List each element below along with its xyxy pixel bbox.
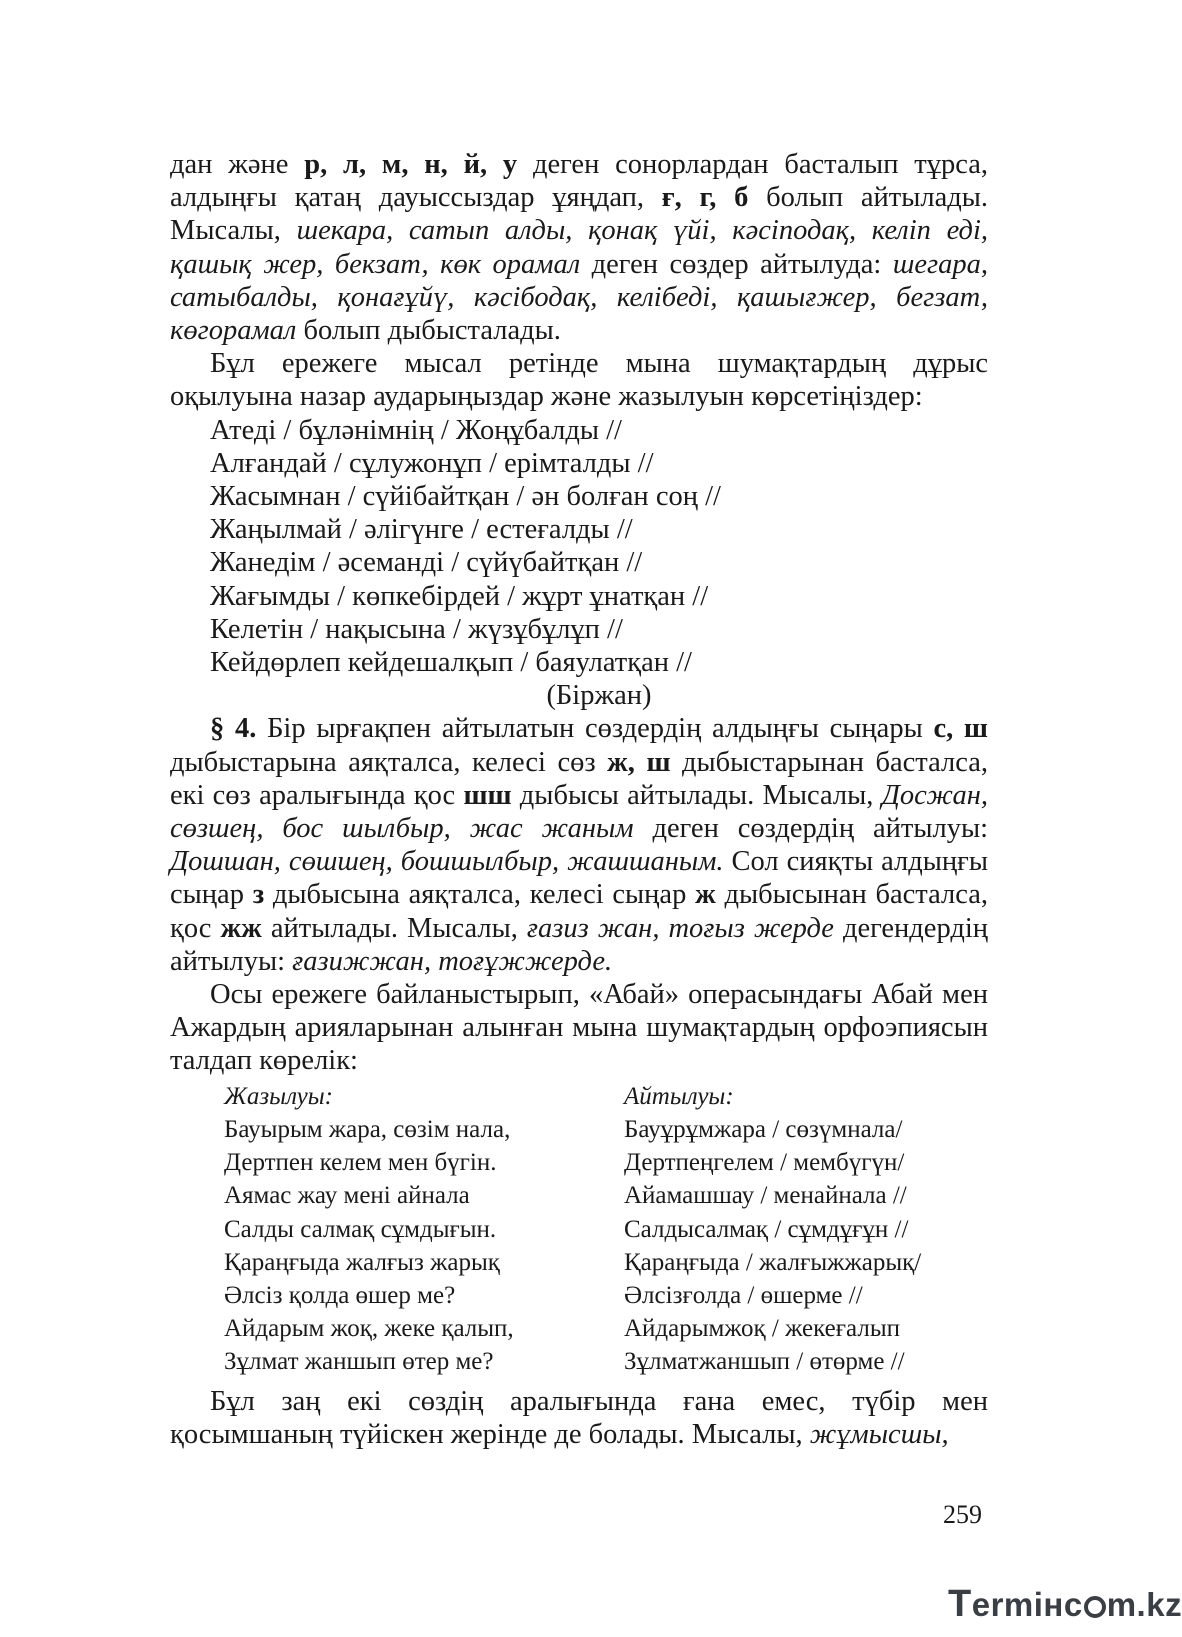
italic-run: шегара, сатыбалды, қонағұйү, кәсібодақ, келібеді, қашығжер, бегзат, көгорамал xyxy=(170,248,988,347)
table-cell-written: Салды салмақ сұмдығын. xyxy=(224,1215,497,1243)
text-run: дыбысынан басталса, қос xyxy=(170,879,989,944)
table-cell-spoken: Қараңғыда / жалғыжжарық/ xyxy=(624,1248,922,1276)
bold-run: з xyxy=(252,879,265,911)
bold-run: ж, ш xyxy=(607,746,671,778)
verse-attribution: (Біржан) xyxy=(546,680,652,712)
bold-run: с, ш xyxy=(933,713,988,745)
italic-run: ғазижжан, тоғұжжерде. xyxy=(292,945,613,977)
table-cell-written: Аямас жау мені айнала xyxy=(224,1182,470,1210)
bold-run: жж xyxy=(220,912,262,944)
text-run: дыбыстарынан басталса, екі сөз аралығында қос xyxy=(170,746,988,811)
text-run: Бір ырғақпен айтылатын сөздердің алдыңғы сыңары xyxy=(256,713,934,745)
table-cell-spoken: Дертпеңгелем / мембүгүн/ xyxy=(624,1149,905,1177)
table-cell-spoken: Салдысалмақ / сұмдұғұн // xyxy=(624,1215,909,1243)
column-header-spoken: Айтылуы: xyxy=(624,1082,734,1110)
verse-line: Жағымды / көпкебірдей / жұрт ұнатқан // xyxy=(210,580,709,612)
italic-run: ғазиз жан, тоғыз жерде xyxy=(526,912,834,944)
table-cell-written: Дертпен келем мен бүгін. xyxy=(224,1149,497,1177)
table-cell-spoken: Зұлматжаншып / өтөрме // xyxy=(624,1348,905,1376)
section-number: § 4. xyxy=(210,713,257,745)
table-cell-written: Қараңғыда жалғыз жарық xyxy=(224,1248,500,1276)
text-run: дыбысы айтылады. Мысалы, xyxy=(511,779,882,811)
verse-line: Келетін / нақысына / жүзұбұлұп // xyxy=(210,613,623,645)
verse-line: Жанедім / әсеманді / сүйүбайтқан // xyxy=(210,547,643,579)
text-run: болып айтылады. Мысалы, xyxy=(170,182,989,247)
verse-line: Алғандай / сұлужонұп / ерімталды // xyxy=(210,447,654,479)
text-run: айтылады. Мысалы, xyxy=(261,912,527,944)
table-cell-written: Зұлмат жаншып өтер ме? xyxy=(224,1348,494,1376)
paragraph-3 xyxy=(170,712,988,978)
text-run: болып дыбысталады. xyxy=(296,315,561,347)
table-cell-written: Бауырым жара, сөзім нала, xyxy=(224,1115,511,1143)
italic-run: жұмысшы, xyxy=(809,1418,949,1450)
table-cell-written: Айдарым жоқ, жеке қалып, xyxy=(224,1315,514,1343)
text-run: деген сөздер айтылуда: xyxy=(580,248,893,280)
verse-block xyxy=(210,414,988,680)
column-header-written: Жазылуы: xyxy=(224,1082,334,1110)
italic-run: Досжан, сөзшең, бос шылбыр, жас жаным xyxy=(170,779,988,845)
text-run: Бұл заң екі сөздің аралығында ғана емес, түбір мен қосымшаның түйіскен жерінде де болады. Мысалы, xyxy=(170,1385,988,1450)
table-cell-written: Әлсіз қолда өшер ме? xyxy=(224,1281,456,1309)
paragraph-1 xyxy=(170,148,988,347)
italic-run: Дошшан, сөшшең, бошшылбыр, жашшаным. xyxy=(170,846,724,878)
text-run: деген сонорлардан басталып тұрса, алдыңғы қатаң дауыссыздар ұяңдап, xyxy=(170,149,988,214)
bold-run: ғ, г, б xyxy=(661,182,749,214)
italic-run: шекара, сатып алды, қонақ үйі, кәсіподақ, келіп еді, қашық жер, бекзат, көк орамал xyxy=(170,215,988,280)
bold-run: шш xyxy=(463,779,512,811)
watermark-logo: Termінс m.kz xyxy=(948,1583,1182,1625)
table-cell-spoken: Айамашшау / менайнала // xyxy=(624,1182,907,1210)
table-cell-spoken: Әлсізғолда / өшерме // xyxy=(624,1281,863,1309)
verse-line: Жаңылмай / әлігүнге / естеғалды // xyxy=(210,514,633,546)
text-run: дыбысына аяқталса, келесі сыңар xyxy=(264,879,696,911)
text-run: деген сөздердің айтылуы: xyxy=(633,813,989,845)
verse-line: Кейдөрлеп кейдешалқып / баяулатқан // xyxy=(210,647,692,679)
text-run: дан және xyxy=(170,149,305,180)
paragraph-5 xyxy=(170,1385,988,1451)
text-run: дегендердің айтылуы: xyxy=(170,912,988,977)
text-run: дыбыстарына аяқталса, келесі сөз xyxy=(170,746,608,778)
table-cell-spoken: Айдарымжоқ / жекеғалып xyxy=(624,1315,900,1343)
text-run: Сол сияқты алдыңғы сыңар xyxy=(170,846,988,911)
verse-line: Жасымнан / сүйібайтқан / ән болған соң // xyxy=(210,481,721,513)
paragraph-2: Бұл ережеге мысал ретінде мына шумақтардың дұрыс оқылуына назар аударыңыздар және жазылуын көрсетіңіздер: xyxy=(170,348,988,413)
page-content xyxy=(170,148,988,1451)
bold-run: ж xyxy=(695,879,716,911)
orthoepy-table xyxy=(224,1080,988,1379)
paragraph-4: Осы ережеге байланыстырып, «Абай» операсындағы Абай мен Ажардың арияларынан алынған мына шумақтардың орфоэпиясын талдап көрелік: xyxy=(170,979,988,1077)
page-number: 259 xyxy=(943,1500,982,1529)
verse-line: Атеді / бұләнімнің / Жоңұбалды // xyxy=(210,414,622,446)
bold-run: р, л, м, н, й, у xyxy=(304,149,518,180)
table-cell-spoken: Бауұрұмжара / сөзүмнала/ xyxy=(624,1115,903,1143)
